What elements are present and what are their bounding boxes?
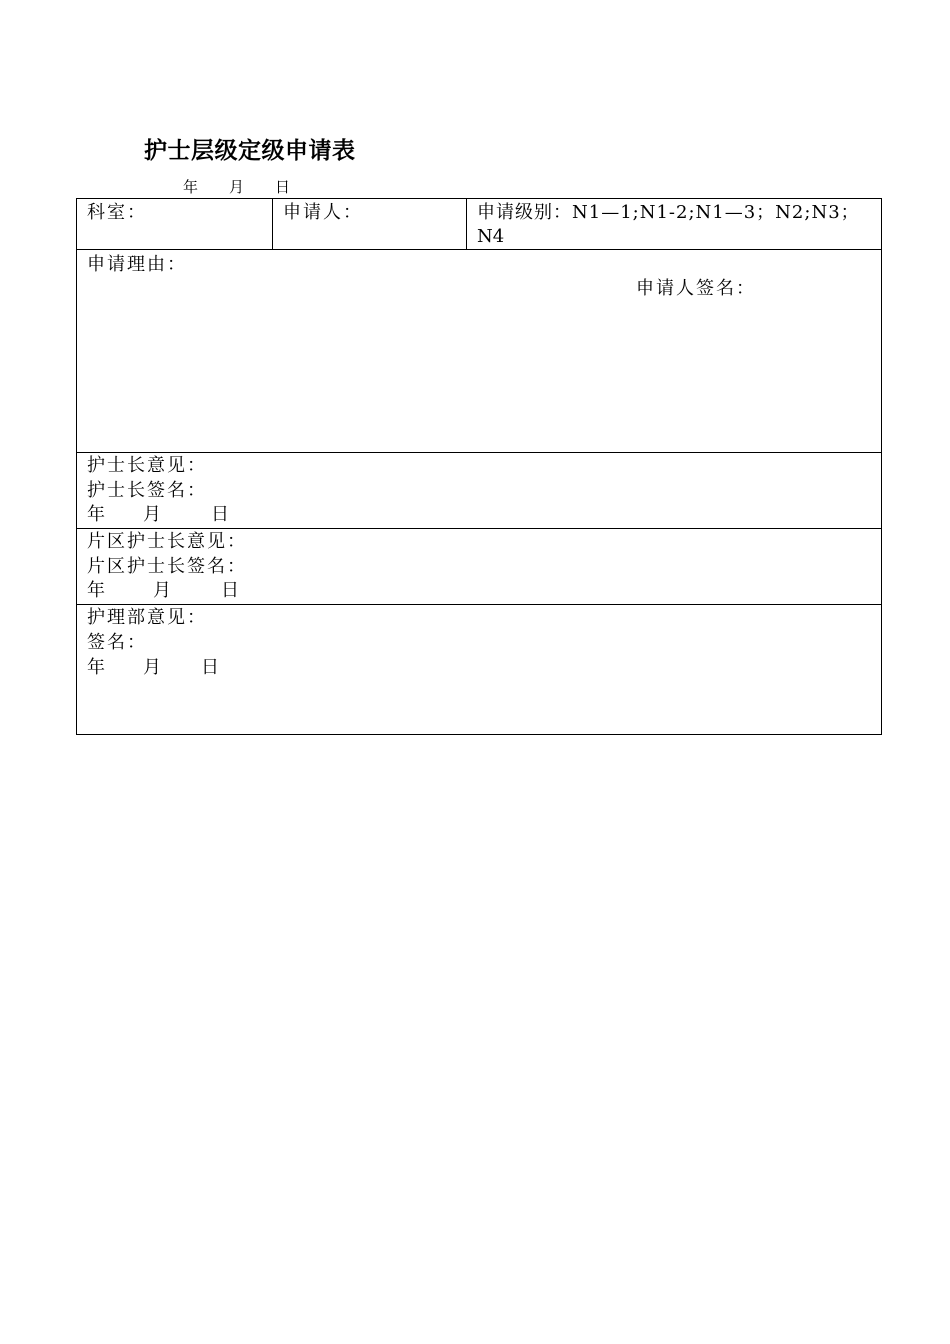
area-head-nurse-year-label: 年 — [87, 580, 105, 601]
area-head-nurse-month-label: 月 — [153, 580, 171, 601]
applicant-cell[interactable] — [273, 199, 467, 249]
table-row-basic-info — [77, 199, 881, 250]
level-cell[interactable] — [467, 199, 881, 249]
level-label: 申请级别：N1—1;N1-2;N1—3；N2;N3； — [477, 202, 860, 223]
nursing-dept-year-label: 年 — [87, 657, 105, 678]
head-nurse-signature-label: 护士长签名： — [87, 480, 207, 501]
date-day-label: 日 — [275, 178, 291, 196]
nursing-dept-signature-label: 签名： — [87, 632, 147, 653]
head-nurse-day-label: 日 — [211, 504, 229, 525]
date-month-label: 月 — [229, 178, 245, 196]
area-head-nurse-signature-label: 片区护士长签名： — [87, 556, 247, 577]
nursing-dept-day-label: 日 — [201, 657, 219, 678]
date-year-label: 年 — [183, 178, 199, 196]
table-row-reason[interactable] — [77, 250, 881, 453]
nursing-dept-opinion-label: 护理部意见： — [87, 607, 207, 628]
nursing-dept-month-label: 月 — [143, 657, 161, 678]
department-label: 科室： — [87, 202, 147, 223]
area-head-nurse-opinion-label: 片区护士长意见： — [87, 531, 247, 552]
applicant-label: 申请人： — [283, 202, 363, 223]
department-cell[interactable] — [77, 199, 273, 249]
area-head-nurse-day-label: 日 — [221, 580, 239, 601]
applicant-signature-label: 申请人签名： — [636, 278, 756, 299]
head-nurse-year-label: 年 — [87, 504, 105, 525]
head-nurse-opinion-label: 护士长意见： — [87, 455, 207, 476]
table-row-area-head-nurse[interactable] — [77, 529, 881, 605]
head-nurse-month-label: 月 — [143, 504, 161, 525]
level-label-wrap: N4 — [477, 226, 505, 247]
page-title: 护士层级定级申请表 — [144, 138, 356, 164]
reason-label: 申请理由： — [87, 254, 187, 275]
table-row-head-nurse[interactable] — [77, 453, 881, 529]
table-row-nursing-dept[interactable] — [77, 605, 881, 734]
application-form-table — [76, 198, 882, 735]
